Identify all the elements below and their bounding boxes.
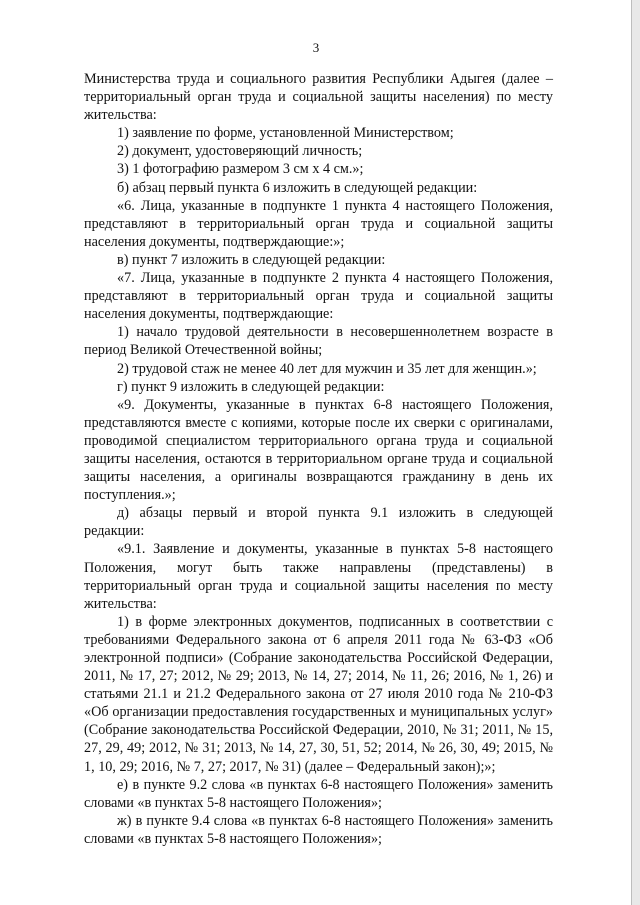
paragraph: 2) трудовой стаж не менее 40 лет для мужчин и 35 лет для женщин.»; xyxy=(117,360,537,377)
paragraph: 2) документ, удостоверяющий личность; xyxy=(117,143,363,160)
paragraph: 3) 1 фотографию размером 3 см х 4 см.»; xyxy=(117,161,364,178)
document-body xyxy=(84,70,553,848)
paragraph: ж) в пункте 9.4 слова «в пунктах 6-8 настоящего Положения» заменить словами «в пунктах 5-8 настоящего Положения»; xyxy=(84,812,553,847)
paragraph: г) пункт 9 изложить в следующей редакции: xyxy=(117,378,385,395)
paragraph: в) пункт 7 изложить в следующей редакции: xyxy=(117,251,386,268)
paragraph: «9. Документы, указанные в пунктах 6-8 настоящего Положения, представляются вместе с копиями, которые после их сверки с оригиналами, проводимой специалистом территориального органа труда и социальной защиты населения, остаются в территориальном органе труда и социальной защиты населения, а оригиналы возвращаются гражданину в день их поступления.»; xyxy=(84,396,553,504)
page-number: 3 xyxy=(312,40,320,55)
paragraph: д) абзацы первый и второй пункта 9.1 изложить в следующей редакции: xyxy=(84,505,553,540)
paragraph: «6. Лица, указанные в подпункте 1 пункта 4 настоящего Положения, представляют в территориальный орган труда и социальной защиты населения документы, подтверждающие:»; xyxy=(84,197,553,250)
paragraph: «7. Лица, указанные в подпункте 2 пункта 4 настоящего Положения, представляют в территориальный орган труда и социальной защиты населения документы, подтверждающие: xyxy=(84,270,553,323)
paragraph: е) в пункте 9.2 слова «в пунктах 6-8 настоящего Положения» заменить словами «в пунктах 5-8 настоящего Положения»; xyxy=(84,776,553,811)
paragraph: 1) в форме электронных документов, подписанных в соответствии с требованиями Федерального закона от 6 апреля 2011 года № 63-ФЗ «Об электронной подписи» (Собрание законодательства Российской Федерации, 2011, № 17, 27; 2012, № 29; 2013, № 14, 27; 2014, № 11, 26; 2016, № 1, 26) и статьями 21.1 и 21.2 Федерального закона от 27 июля 2010 года № 210-ФЗ «Об организации предоставления государственных и муниципальных услуг» (Собрание законодательства Российской Федерации, 2010, № 31; 2011, № 15, 27, 29, 49; 2012, № 31; 2013, № 14, 27, 30, 51, 52; 2014, № 26, 30, 49; 2015, № 1, 10, 29; 2016, № 7, 27; 2017, № 31) (далее – Федеральный закон);»; xyxy=(84,613,553,775)
paragraph: 1) заявление по форме, установленной Министерством; xyxy=(117,125,454,142)
paragraph: 1) начало трудовой деятельности в несовершеннолетнем возрасте в период Великой Отечественной войны; xyxy=(84,324,553,359)
paragraph: б) абзац первый пункта 6 изложить в следующей редакции: xyxy=(117,179,478,196)
paragraph: «9.1. Заявление и документы, указанные в пунктах 5-8 настоящего Положения, могут быть также направлены (представлены) в территориальный орган труда и социальной защиты населения по месту жительства: xyxy=(84,541,553,612)
paragraph: Министерства труда и социального развития Республики Адыгея (далее – территориальный орган труда и социальной защиты населения) по месту жительства: xyxy=(84,71,553,124)
